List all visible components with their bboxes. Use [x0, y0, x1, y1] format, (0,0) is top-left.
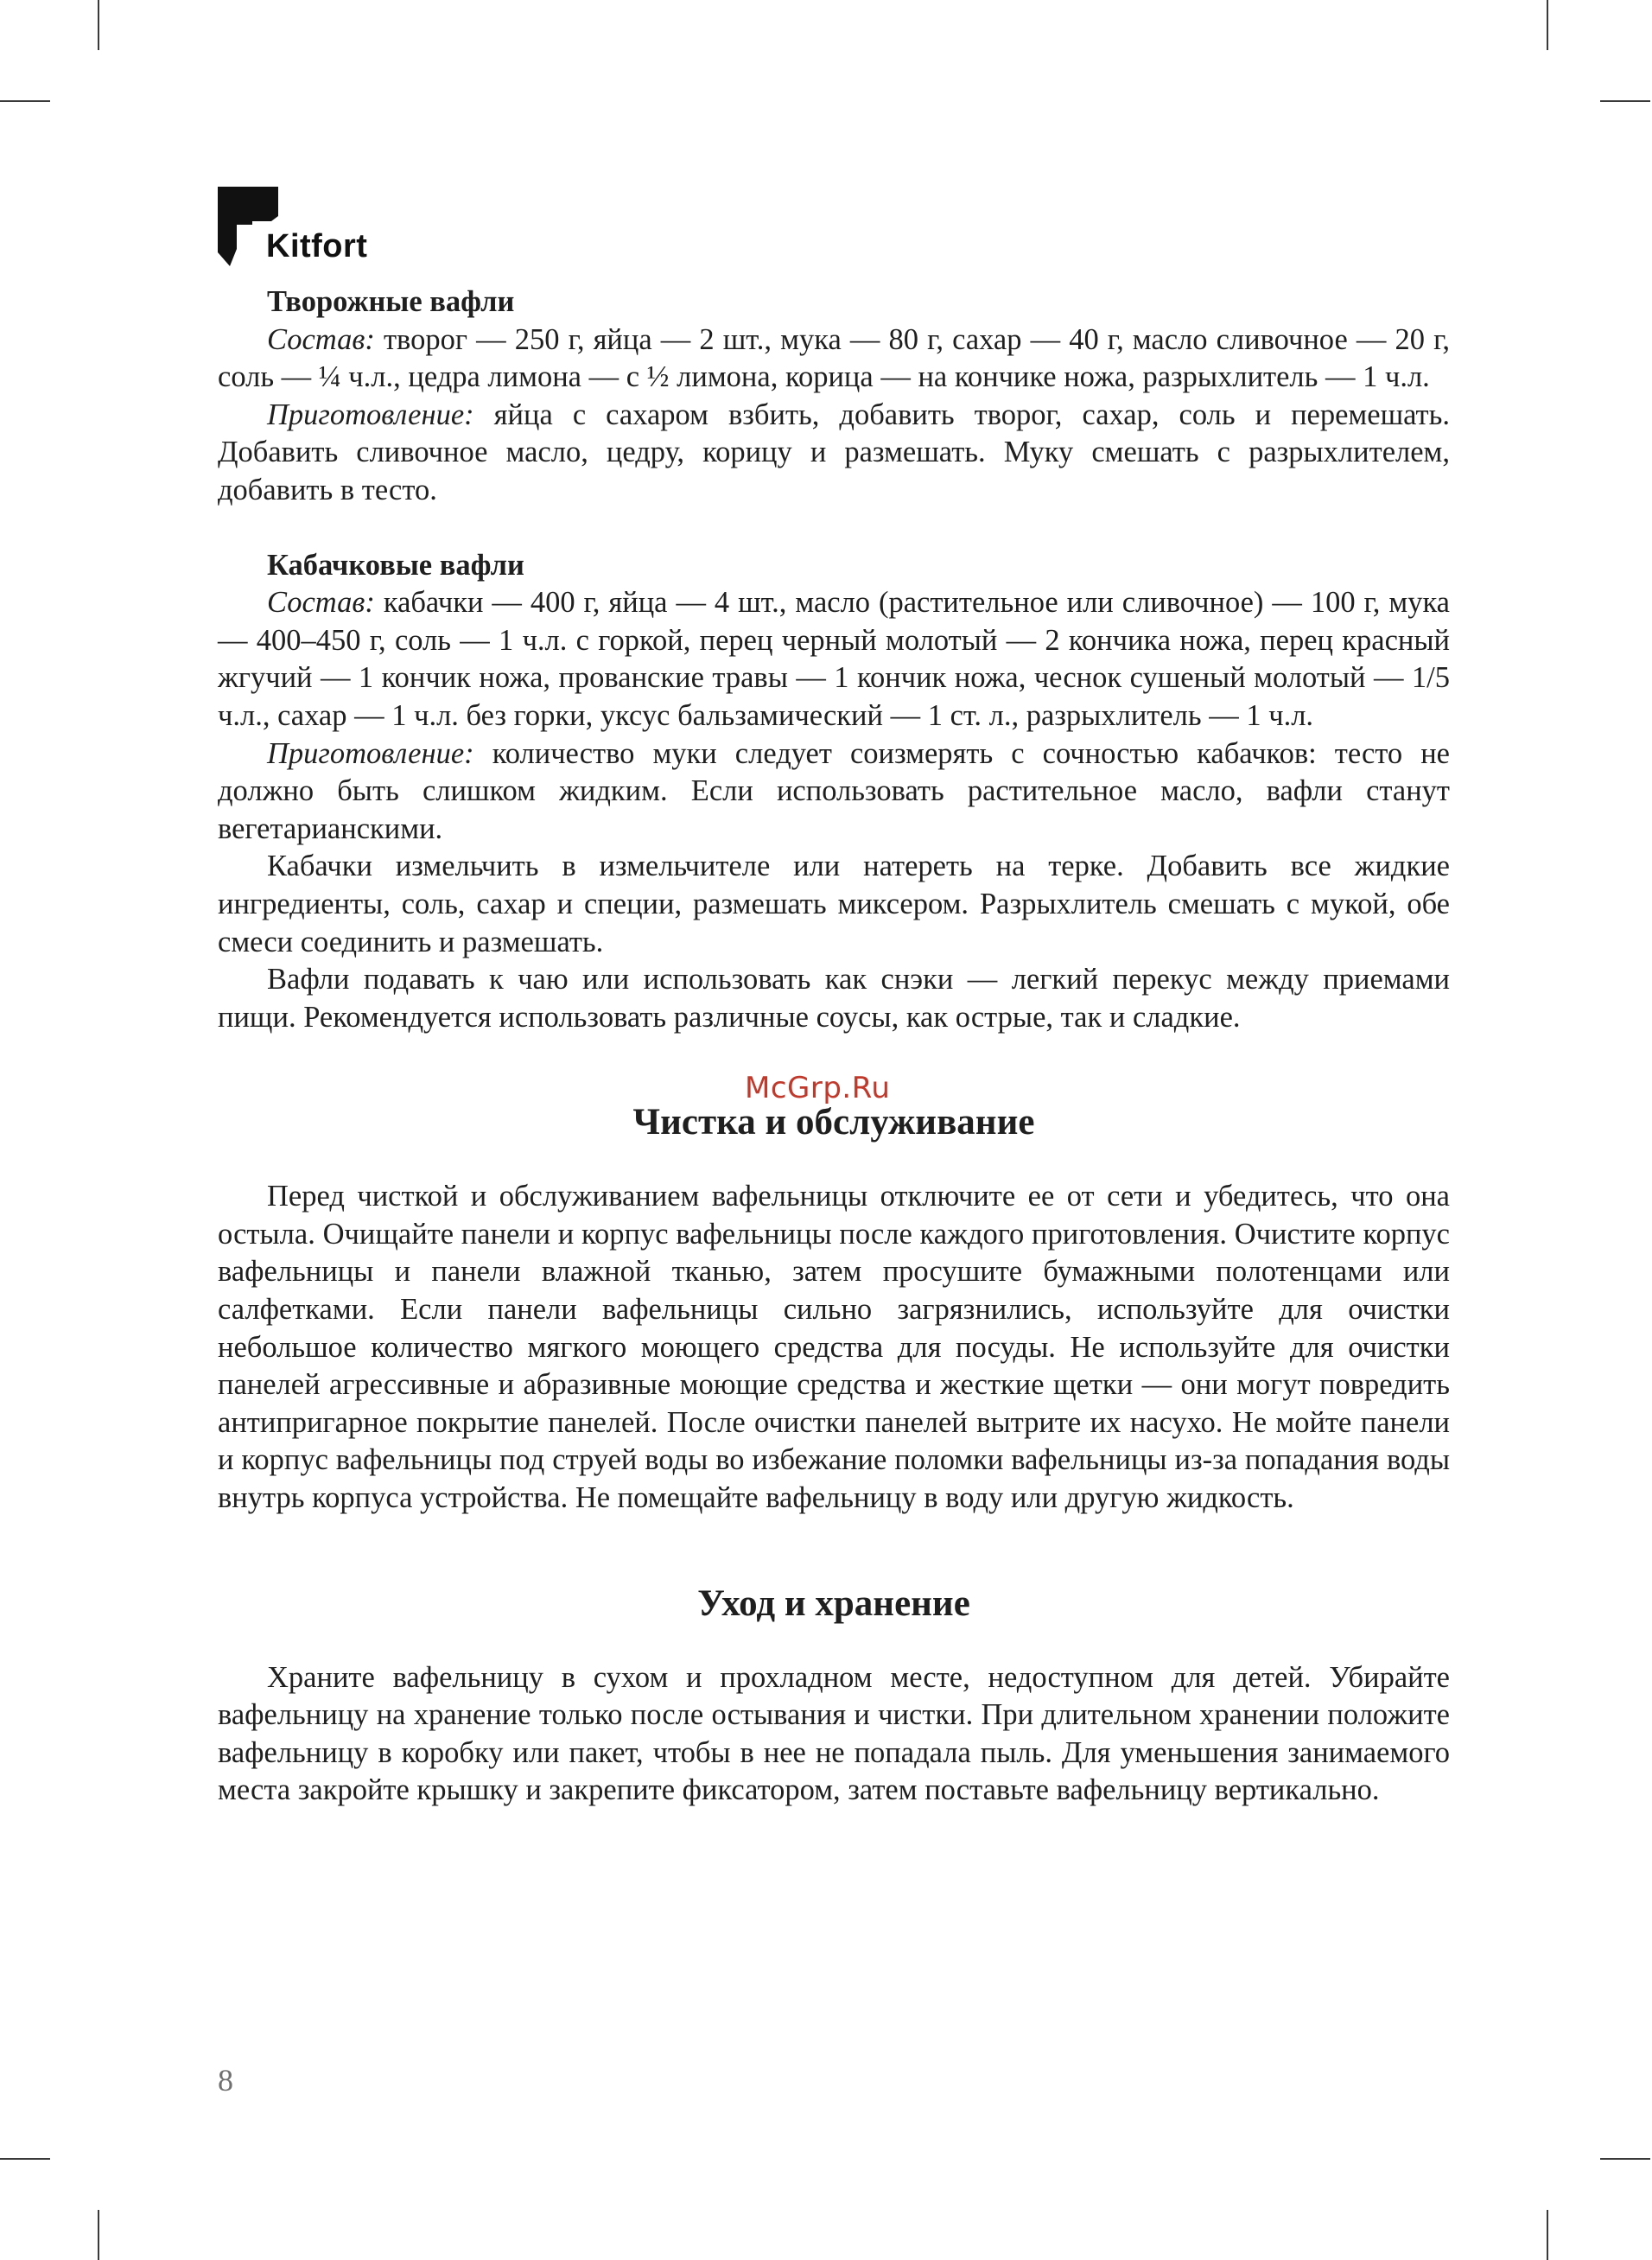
brand-name: Kitfort: [266, 228, 368, 264]
storage-paragraph: Храните вафельницу в сухом и прохладном месте, недоступном для детей. Убирайте вафельницу на хранение только после остывания и чистки. При длительном хранении положите вафельницу в коробку или пакет, чтобы в нее не попадала пыль. Для уменьшения занимаемого места закройте крышку и закрепите фиксатором, затем поставьте вафельницу вертикально.: [218, 1660, 1450, 1807]
crop-mark: [0, 2158, 50, 2160]
page-content: [218, 283, 1450, 1810]
composition-label: Состав:: [267, 586, 375, 620]
recipe-paragraph: Вафли подавать к чаю или использовать как снэки — легкий перекус между приемами пищи. Рекомендуется использовать различные соусы, как острые, так и сладкие.: [218, 963, 1450, 1034]
crop-mark: [98, 2210, 99, 2260]
preparation-label: Приготовление:: [267, 398, 474, 431]
preparation-text: количество муки следует соизмерять с сочностью кабачков: тесто не должно быть слишком жидким. Если использовать растительное масло, вафли станут вегетарианскими.: [218, 736, 1450, 845]
section-heading-cleaning: Чистка и обслуживание: [632, 1102, 1035, 1143]
recipe-preparation: [218, 397, 1450, 510]
crop-mark: [1600, 100, 1650, 102]
preparation-label: Приготовление:: [267, 736, 474, 770]
composition-label: Состав:: [267, 322, 375, 356]
recipe-paragraph: Кабачки измельчить в измельчителе или натереть на терке. Добавить все жидкие ингредиенты, соль, сахар и специи, размешать миксером. Разрыхлитель смешать с мукой, обе смеси соединить и размешать.: [218, 850, 1450, 958]
recipe-title: Кабачковые вафли: [267, 548, 524, 582]
composition-text: кабачки — 400 г, яйца — 4 шт., масло (растительное или сливочное) — 100 г, мука — 400–450 г, соль — 1 ч.л. с горкой, перец черный молотый — 2 кончика ножа, перец красный жгучий — 1 кончик ножа, прованские травы — 1 кончик ножа, чеснок сушеный молотый — 1/5 ч.л., сахар — 1 ч.л. без горки, уксус бальзамический — 1 ст. л., разрыхлитель — 1 ч.л.: [218, 586, 1450, 732]
crop-mark: [1547, 0, 1548, 50]
recipe-composition: [218, 321, 1450, 397]
crop-mark: [98, 0, 99, 50]
section-heading-storage: Уход и хранение: [697, 1582, 970, 1624]
crop-mark: [1600, 2158, 1650, 2160]
page-number: 8: [218, 2063, 233, 2098]
preparation-text: яйца с сахаром взбить, добавить творог, сахар, соль и перемешать. Добавить сливочное масло, цедру, корицу и размешать. Муку смешать с разрыхлителем, добавить в тесто.: [218, 398, 1450, 506]
brand-logo: [218, 187, 391, 269]
recipe-composition: [218, 584, 1450, 735]
composition-text: творог — 250 г, яйца — 2 шт., мука — 80 г, сахар — 40 г, масло сливочное — 20 г, соль — ¼ ч.л., цедра лимона — с ½ лимона, корица — на кончике ножа, разрыхлитель — 1 ч.л.: [218, 322, 1450, 394]
recipe-preparation: [218, 735, 1450, 849]
recipe-title: Творожные вафли: [267, 285, 515, 318]
watermark: McGrp.Ru: [745, 1071, 891, 1105]
crop-mark: [0, 100, 50, 102]
crop-mark: [1547, 2210, 1548, 2260]
cleaning-paragraph: Перед чисткой и обслуживанием вафельницы отключите ее от сети и убедитесь, что она остыла. Очищайте панели и корпус вафельницы после каждого приготовления. Очистите корпус вафельницы и панели влажной тканью, затем просушите бумажными полотенцами или салфетками. Если панели вафельницы сильно загрязнились, используйте для очистки небольшое количество мягкого моющего средства для посуды. Не используйте для очистки панелей агрессивные и абразивные моющие средства и жесткие щетки — они могут повредить антипригарное покрытие панелей. После очистки панелей вытрите их насухо. Не мойте панели и корпус вафельницы под струей воды во избежание поломки вафельницы из-за попадания воды внутрь корпуса устройства. Не помещайте вафельницу в воду или другую жидкость.: [218, 1180, 1450, 1515]
